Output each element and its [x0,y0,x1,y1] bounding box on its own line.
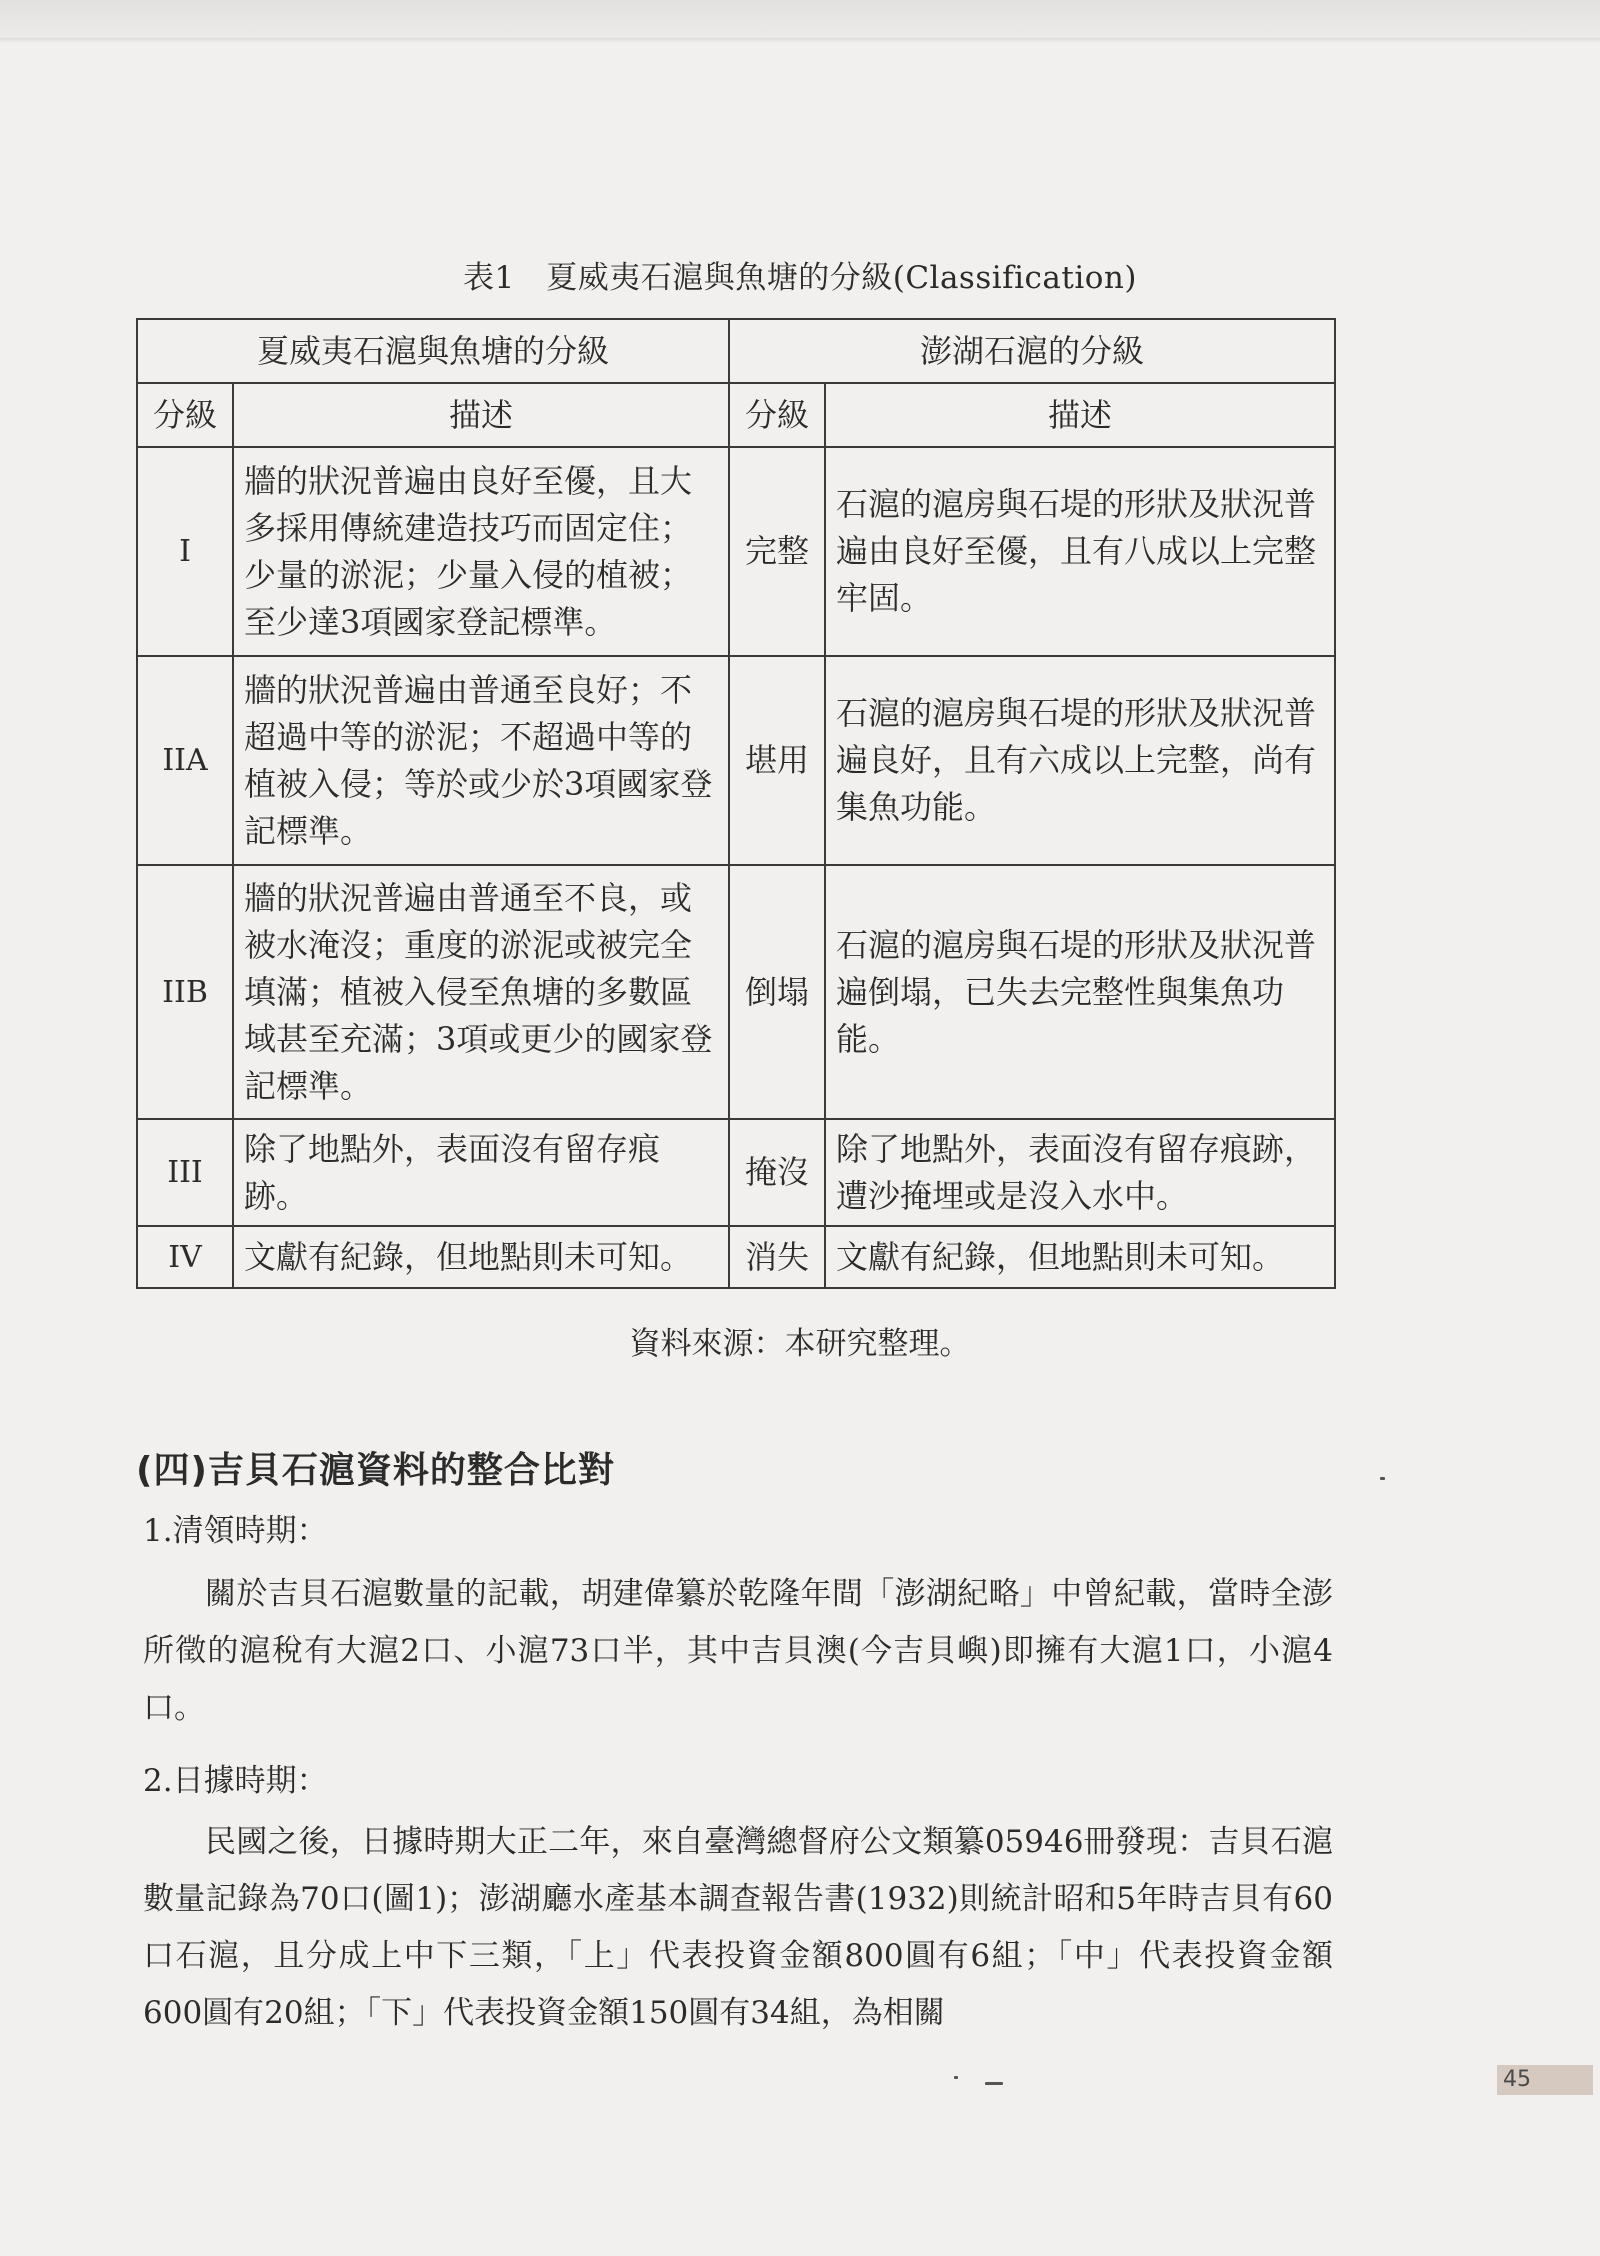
col-header-hawaii-grade: 分級 [137,383,233,447]
section-heading: (四)吉貝石滬資料的整合比對 [136,1450,615,1491]
scan-speck [954,2076,958,2079]
table-row [137,656,1335,865]
table-column-header-row [137,383,1335,447]
penghu-desc: 石滬的滬房與石堤的形狀及狀況普遍倒塌，已失去完整性與集魚功能。 [825,865,1335,1119]
penghu-desc: 文獻有紀錄，但地點則未可知。 [825,1226,1335,1288]
penghu-grade: 消失 [729,1226,825,1288]
penghu-grade: 掩沒 [729,1119,825,1226]
table-row [137,1226,1335,1288]
scan-speck [985,2082,1003,2085]
scan-top-shadow [0,0,1600,42]
penghu-grade: 倒塌 [729,865,825,1119]
hawaii-grade: IV [137,1226,233,1288]
hawaii-desc: 牆的狀況普遍由普通至良好；不超過中等的淤泥；不超過中等的植被入侵；等於或少於3項國家登記標準。 [233,656,729,865]
table-row [137,865,1335,1119]
hawaii-desc: 除了地點外，表面沒有留存痕跡。 [233,1119,729,1226]
group-header-hawaii: 夏威夷石滬與魚塘的分級 [137,319,729,383]
classification-table [136,318,1336,1289]
table-source-note: 資料來源：本研究整理。 [629,1326,971,1362]
scan-speck [1380,1477,1385,1480]
subheading-qing-period: 1.清領時期： [143,1513,328,1549]
hawaii-desc: 文獻有紀錄，但地點則未可知。 [233,1226,729,1288]
hawaii-grade: III [137,1119,233,1226]
hawaii-desc: 牆的狀況普遍由普通至不良，或被水淹沒；重度的淤泥或被完全填滿；植被入侵至魚塘的多數區域甚至充滿；3項或更少的國家登記標準。 [233,865,729,1119]
penghu-desc: 石滬的滬房與石堤的形狀及狀況普遍良好，且有六成以上完整，尚有集魚功能。 [825,656,1335,865]
col-header-hawaii-desc: 描述 [233,383,729,447]
hawaii-grade: IIB [137,865,233,1119]
penghu-grade: 完整 [729,447,825,656]
hawaii-desc: 牆的狀況普遍由良好至優，且大多採用傳統建造技巧而固定住；少量的淤泥；少量入侵的植被；至少達3項國家登記標準。 [233,447,729,656]
paragraph-qing-period: 關於吉貝石滬數量的記載，胡建偉纂於乾隆年間「澎湖紀略」中曾紀載，當時全澎所徵的滬稅有大滬2口、小滬73口半，其中吉貝澳(今吉貝嶼)即擁有大滬1口，小滬4口。 [143,1576,1333,1726]
page-number: 45 [1497,2065,1593,2095]
col-header-penghu-desc: 描述 [825,383,1335,447]
penghu-grade: 堪用 [729,656,825,865]
table-group-header-row [137,319,1335,383]
group-header-penghu: 澎湖石滬的分級 [729,319,1335,383]
col-header-penghu-grade: 分級 [729,383,825,447]
subheading-japanese-period: 2.日據時期： [143,1763,328,1799]
hawaii-grade: IIA [137,656,233,865]
hawaii-grade: I [137,447,233,656]
table-row [137,1119,1335,1226]
table-caption: 表1 夏威夷石滬與魚塘的分級(Classification) [463,260,1137,296]
table-row [137,447,1335,656]
penghu-desc: 除了地點外，表面沒有留存痕跡，遭沙掩埋或是沒入水中。 [825,1119,1335,1226]
penghu-desc: 石滬的滬房與石堤的形狀及狀況普遍由良好至優，且有八成以上完整牢固。 [825,447,1335,656]
paragraph-japanese-period: 民國之後，日據時期大正二年，來自臺灣總督府公文類纂05946冊發現：吉貝石滬數量記錄為70口(圖1)；澎湖廳水產基本調查報告書(1932)則統計昭和5年時吉貝有60口石滬，且分成上中下三類，「上」代表投資金額800圓有6組；「中」代表投資金額600圓有20組；「下」代表投資金額150圓有34組，為相關 [143,1824,1333,2031]
